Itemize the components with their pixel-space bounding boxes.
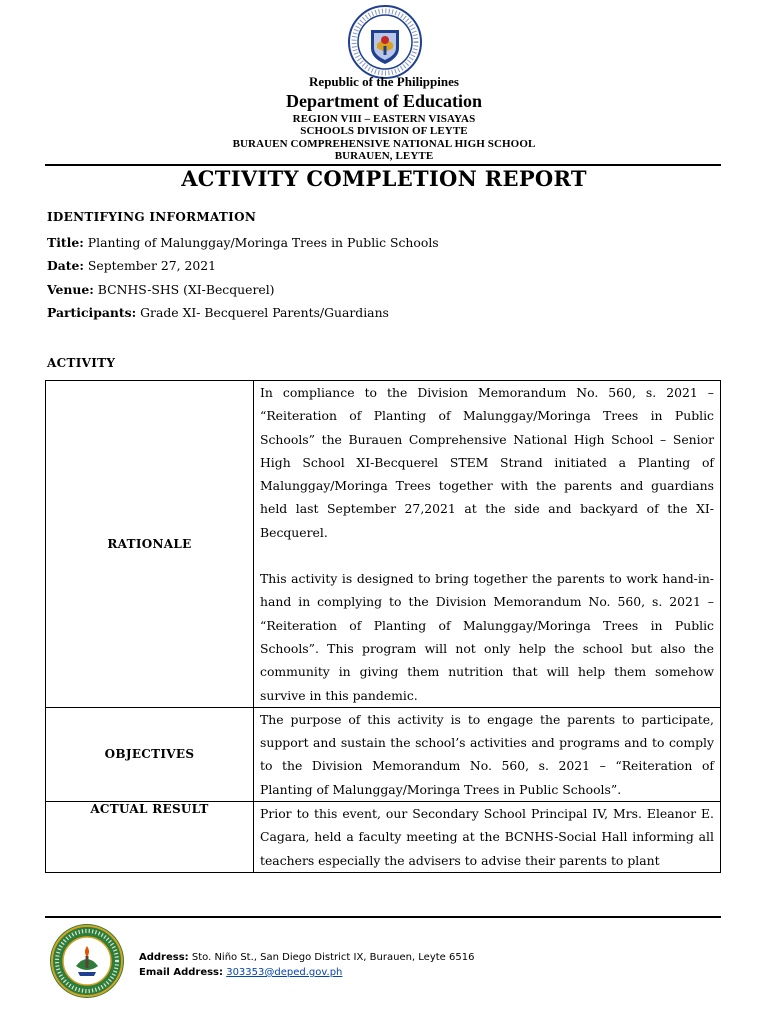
footer-divider	[45, 916, 721, 918]
activity-heading: ACTIVITY	[47, 356, 116, 370]
title-label: Title:	[47, 235, 84, 250]
email-line	[139, 967, 342, 978]
school-seal-logo	[48, 922, 126, 1000]
email-label: Email Address:	[139, 967, 224, 978]
title-value: Planting of Malunggay/Moringa Trees in Public Schools	[87, 235, 439, 250]
division-line: SCHOOLS DIVISION OF LEYTE	[300, 125, 468, 137]
date-label: Date:	[47, 258, 84, 273]
objectives-text	[254, 707, 721, 801]
department-line: Department of Education	[286, 91, 482, 111]
date-value: September 27, 2021	[87, 258, 217, 273]
rationale-label: RATIONALE	[46, 381, 254, 708]
venue-value: BCNHS-SHS (XI-Becquerel)	[97, 282, 275, 297]
town-line: BURAUEN, LEYTE	[334, 150, 434, 162]
email-link[interactable]: 303353@deped.gov.ph	[226, 967, 343, 978]
rationale-paragraph-1: In compliance to the Division Memorandum No. 560, s. 2021 – “Reiteration of Planting of Malunggay/Moringa Trees in Public Schools” the Burauen Comprehensive National High School – Senior High School XI-Becquerel STEM Strand initiated a Planting of Malunggay/Moringa Trees together with the parents and guardians held last September 27,2021 at the side and backyard of the XI-Becquerel.	[260, 385, 714, 540]
region-line: REGION VIII – EASTERN VISAYAS	[292, 113, 476, 125]
school-line: BURAUEN COMPREHENSIVE NATIONAL HIGH SCHOOL	[232, 138, 536, 150]
report-title: ACTIVITY COMPLETION REPORT	[181, 166, 587, 191]
participants-value: Grade XI- Becquerel Parents/Guardians	[140, 305, 389, 320]
venue-label: Venue:	[47, 282, 94, 297]
activity-table	[45, 380, 721, 873]
rationale-paragraph-2: This activity is designed to bring together the parents to work hand-in-hand in complying to the Division Memorandum No. 560, s. 2021 – “Reiteration of Planting of Malunggay/Moringa Trees in Public Schools”. This program will not only help the school but also the community in giving them nutrition that will help them somehow survive in this pandemic.	[260, 571, 714, 703]
actual-result-paragraph: Prior to this event, our Secondary School Principal IV, Mrs. Eleanor E. Cagara, held a faculty meeting at the BCNHS-Social Hall informing all teachers especially the advisers to advise their parents to plant	[260, 806, 714, 868]
table-row	[46, 381, 721, 708]
objectives-label: OBJECTIVES	[46, 707, 254, 801]
table-row	[46, 707, 721, 801]
objectives-paragraph: The purpose of this activity is to engage the parents to participate, support and sustain the school’s activities and programs and to comply to the Division Memorandum No. 560, s. 2021 – “Reiteration of Planting of Malunggay/Moringa Trees in Public Schools”.	[260, 711, 714, 797]
address-value: Sto. Niño St., San Diego District IX, Burauen, Leyte 6516	[191, 952, 475, 963]
address-line	[139, 952, 474, 963]
table-row	[46, 802, 721, 873]
actual-result-text	[254, 802, 721, 873]
participants-label: Participants:	[47, 305, 137, 320]
address-label: Address:	[139, 952, 189, 963]
identifying-heading: IDENTIFYING INFORMATION	[47, 210, 257, 224]
republic-line: Republic of the Philippines	[309, 74, 459, 89]
actual-result-label: ACTUAL RESULT	[46, 802, 254, 873]
rationale-text	[254, 381, 721, 708]
